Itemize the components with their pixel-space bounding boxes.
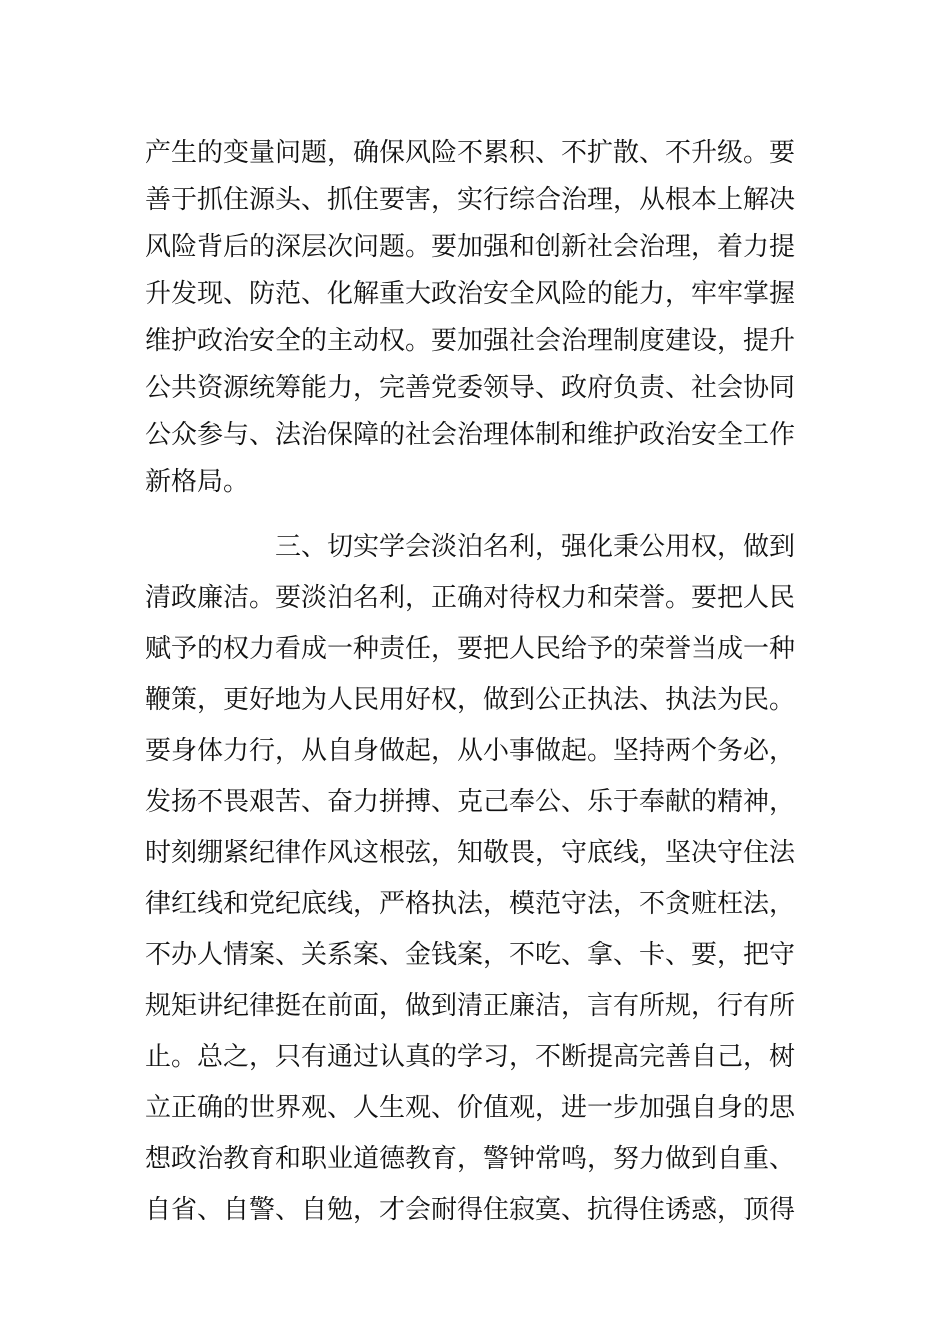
text-line: 产生的变量问题，确保风险不累积、不扩散、不升级。要	[145, 138, 796, 168]
text-line: 升发现、防范、化解重大政治安全风险的能力，牢牢掌握	[145, 279, 796, 309]
text-line: 想政治教育和职业道德教育，警钟常鸣，努力做到自重、	[145, 1144, 796, 1174]
text-line: 新格局。	[145, 467, 250, 497]
text-line: 律红线和党纪底线，严格执法，模范守法，不贪赃枉法，	[145, 889, 796, 919]
text-line: 发扬不畏艰苦、奋力拼搏、克己奉公、乐于奉献的精神，	[145, 787, 796, 817]
text-line: 维护政治安全的主动权。要加强社会治理制度建设，提升	[145, 326, 796, 356]
text-line: 不办人情案、关系案、金钱案，不吃、拿、卡、要，把守	[145, 940, 796, 970]
text-line: 要身体力行，从自身做起，从小事做起。坚持两个务必，	[145, 736, 796, 766]
text-line: 规矩讲纪律挺在前面，做到清正廉洁，言有所规，行有所	[145, 991, 796, 1021]
text-line: 公共资源统筹能力，完善党委领导、政府负责、社会协同	[145, 373, 796, 403]
section-heading-line: 三、切实学会淡泊名利，强化秉公用权，做到	[275, 532, 796, 562]
text-line: 善于抓住源头、抓住要害，实行综合治理，从根本上解决	[145, 185, 796, 215]
text-line: 公众参与、法治保障的社会治理体制和维护政治安全工作	[145, 420, 796, 450]
text-line: 自省、自警、自勉，才会耐得住寂寞、抗得住诱惑，顶得	[145, 1195, 796, 1225]
text-line: 风险背后的深层次问题。要加强和创新社会治理，着力提	[145, 232, 796, 262]
text-line: 立正确的世界观、人生观、价值观，进一步加强自身的思	[145, 1093, 796, 1123]
text-line: 时刻绷紧纪律作风这根弦，知敬畏，守底线，坚决守住法	[145, 838, 796, 868]
text-line: 止。总之，只有通过认真的学习，不断提高完善自己，树	[145, 1042, 796, 1072]
text-line: 清政廉洁。要淡泊名利，正确对待权力和荣誉。要把人民	[145, 583, 796, 613]
text-line: 赋予的权力看成一种责任，要把人民给予的荣誉当成一种	[145, 634, 796, 664]
text-line: 鞭策，更好地为人民用好权，做到公正执法、执法为民。	[145, 685, 796, 715]
